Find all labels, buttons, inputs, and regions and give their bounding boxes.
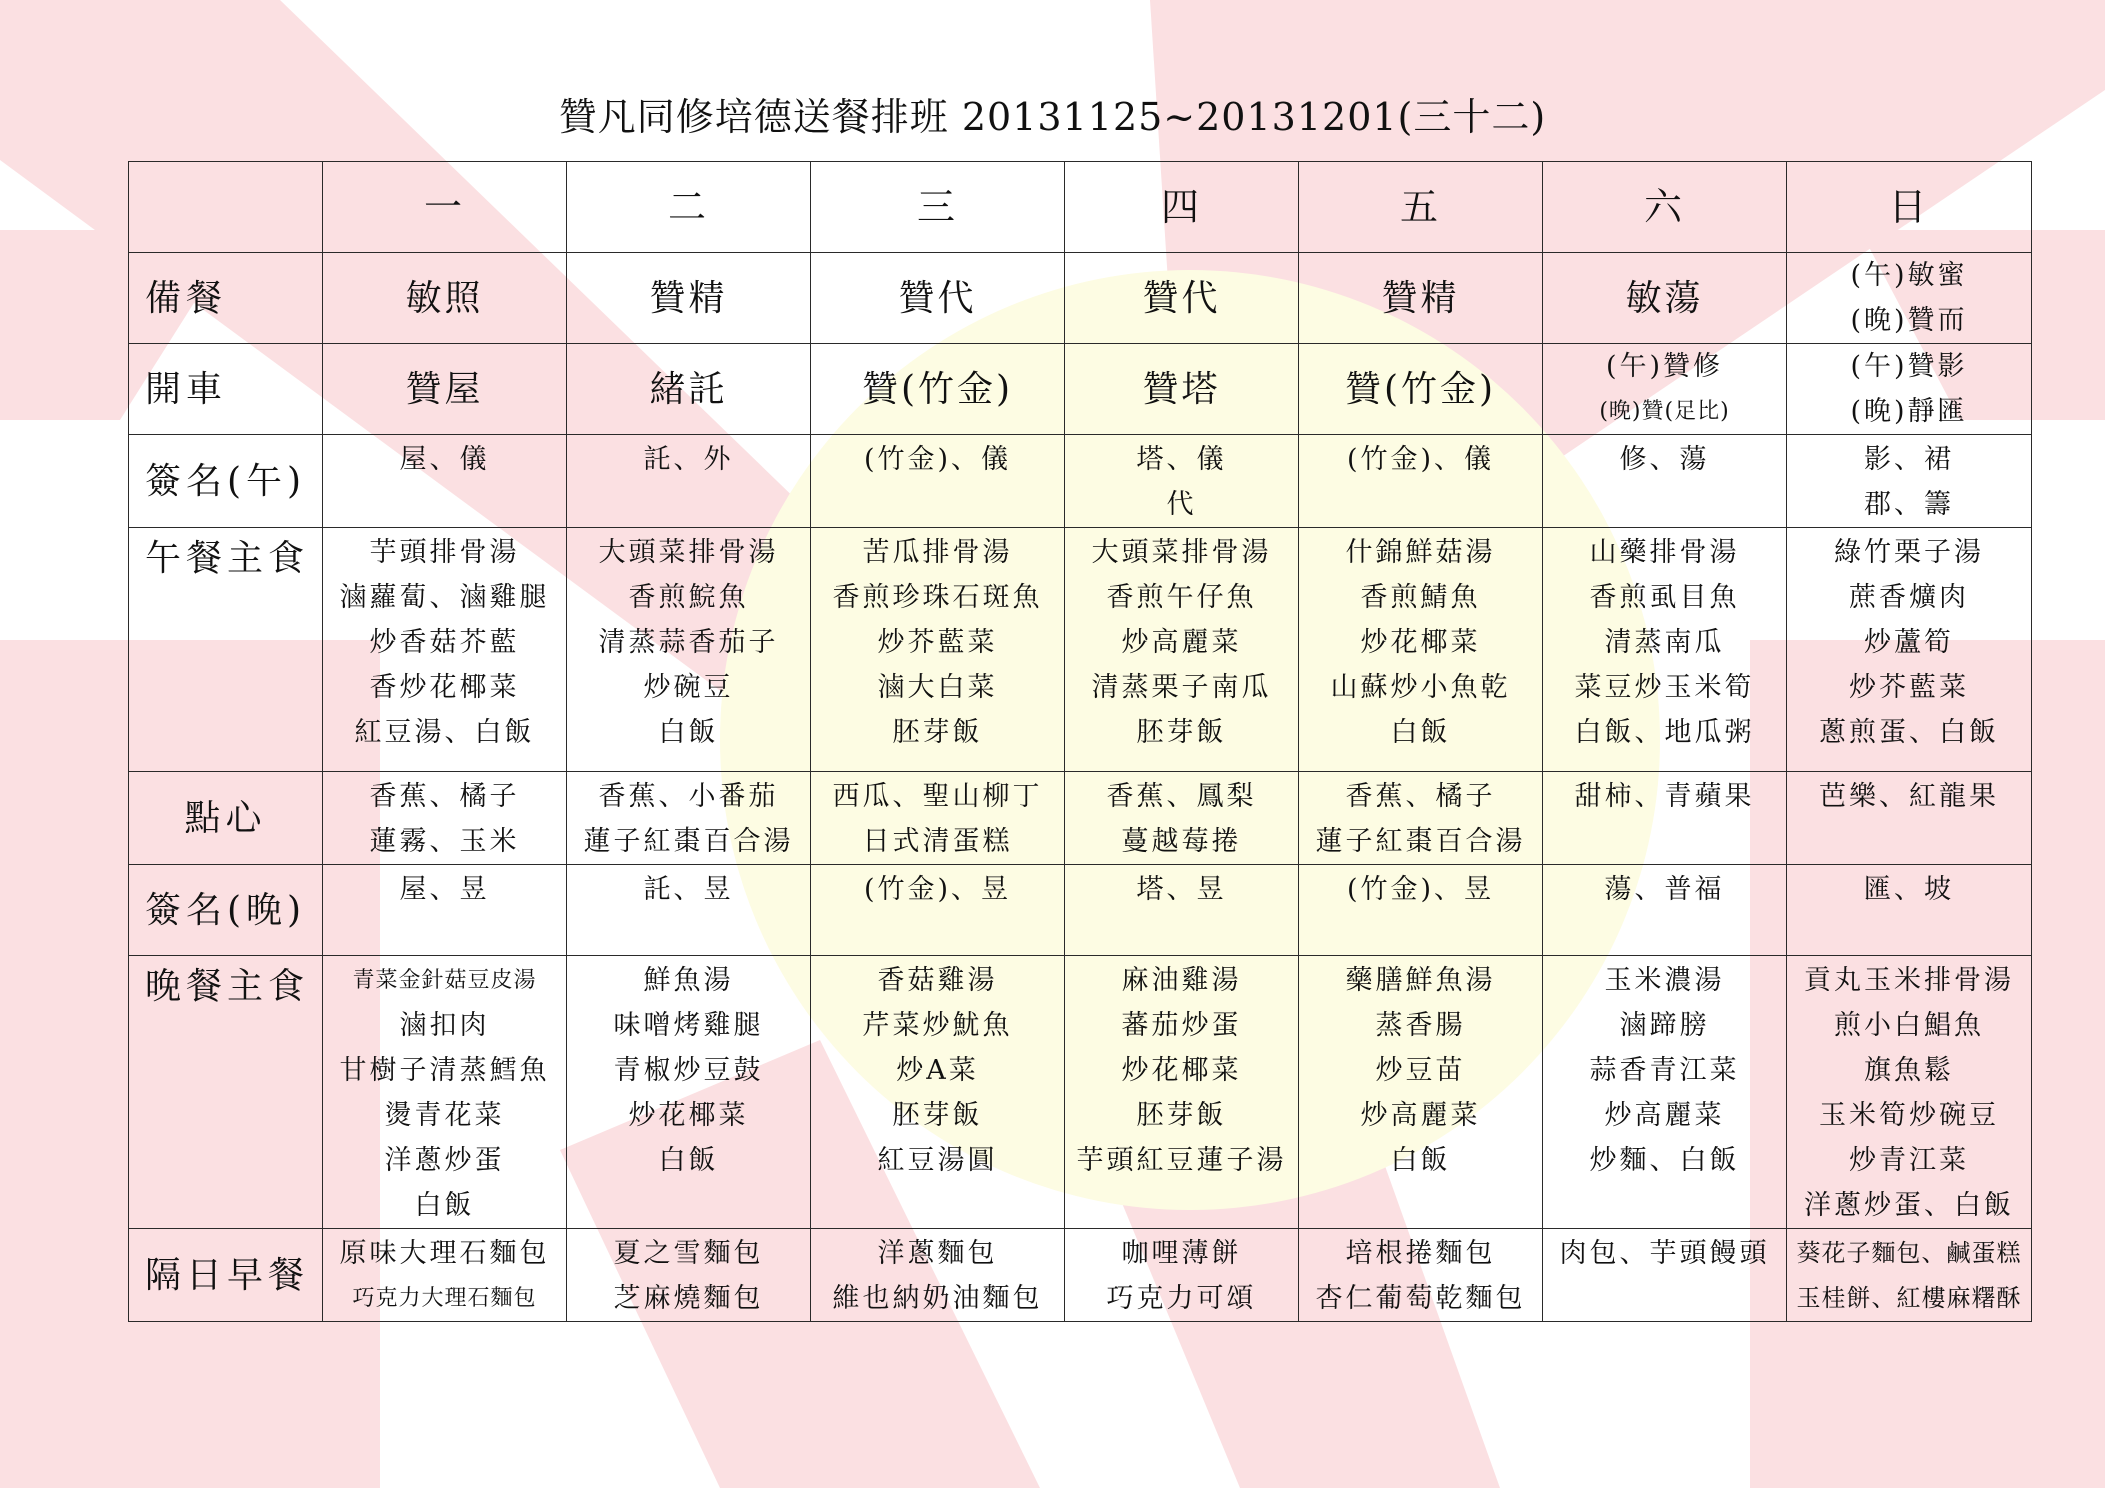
- cell-line: 贊(竹金): [1344, 368, 1497, 410]
- cell-line: 香炒花椰菜: [369, 672, 520, 703]
- cell-line: 滷蹄膀: [1619, 1010, 1710, 1041]
- cell-line: 青菜金針菇豆皮湯: [352, 968, 537, 993]
- cell-line: 夏之雪麵包: [613, 1238, 764, 1269]
- sign-noon-cell: [567, 435, 811, 528]
- cell-line: 香煎鯇魚: [628, 582, 749, 613]
- sign-night-cell: [323, 865, 567, 956]
- drive-cell: [1299, 344, 1543, 435]
- cell-line: (竹金)、儀: [1346, 444, 1495, 475]
- breakfast-cell: [1299, 1229, 1543, 1322]
- drive-cell: [1787, 344, 2032, 435]
- dinner-cell: [1787, 956, 2032, 1229]
- drive-cell: [323, 344, 567, 435]
- cell-line: 洋蔥炒蛋、白飯: [1804, 1190, 2014, 1221]
- sign-night-cell: [1787, 865, 2032, 956]
- breakfast-cell: [811, 1229, 1065, 1322]
- row-label: 開車: [129, 344, 323, 435]
- cell-line: 緒託: [649, 368, 728, 410]
- cell-line: 青椒炒豆鼓: [613, 1055, 764, 1086]
- cell-line: 香蕉、橘子: [369, 781, 520, 812]
- sign-night-cell: [1543, 865, 1787, 956]
- dinner-cell: [1065, 956, 1299, 1229]
- breakfast-cell: [1065, 1229, 1299, 1322]
- cell-line: 贊精: [649, 277, 728, 319]
- cell-line: (晚)贊(足比): [1599, 399, 1730, 424]
- cell-line: 什錦鮮菇湯: [1345, 537, 1496, 568]
- day-header: 一: [323, 162, 567, 253]
- cell-line: 山蘇炒小魚乾: [1330, 672, 1511, 703]
- cell-line: 塔、儀: [1136, 444, 1227, 475]
- cell-line: 菜豆炒玉米筍: [1574, 672, 1755, 703]
- lunch-cell: [1299, 528, 1543, 772]
- snack-cell: [811, 772, 1065, 865]
- cell-line: 屋、昱: [399, 874, 490, 905]
- cell-line: 玉米濃湯: [1604, 965, 1725, 996]
- cell-line: 修、蕩: [1619, 444, 1710, 475]
- cell-line: 西瓜、聖山柳丁: [832, 781, 1043, 812]
- cell-line: 炒芥藍菜: [1849, 672, 1969, 703]
- cell-line: 白飯: [1390, 1145, 1451, 1176]
- cell-line: 味噌烤雞腿: [613, 1010, 764, 1041]
- drive-cell: [811, 344, 1065, 435]
- sign-noon-cell: [1299, 435, 1543, 528]
- cell-line: (竹金)、儀: [863, 444, 1012, 475]
- cell-line: 炒花椰菜: [1121, 1055, 1242, 1086]
- row-label: 午餐主食: [129, 528, 323, 772]
- sign-noon-cell: [323, 435, 567, 528]
- cell-line: 炒A菜: [896, 1055, 979, 1086]
- cell-line: 贊塔: [1142, 368, 1221, 410]
- lunch-row: [129, 528, 2032, 772]
- sign-night-cell: [1299, 865, 1543, 956]
- cell-line: 匯、坡: [1864, 874, 1954, 905]
- drive-cell: [1065, 344, 1299, 435]
- lunch-cell: [567, 528, 811, 772]
- cell-line: 藥膳鮮魚湯: [1345, 965, 1496, 996]
- cell-line: 蕩、普福: [1604, 874, 1725, 905]
- cell-line: 屋、儀: [399, 444, 490, 475]
- snack-cell: [567, 772, 811, 865]
- cell-line: 敏蕩: [1625, 277, 1704, 319]
- cell-line: 蔗香爌肉: [1849, 582, 1969, 613]
- cell-line: 白飯、地瓜粥: [1574, 717, 1755, 748]
- dinner-cell: [1299, 956, 1543, 1229]
- cell-line: 郡、籌: [1864, 489, 1954, 520]
- cell-line: 香蕉、橘子: [1345, 781, 1496, 812]
- cell-line: 滷扣肉: [399, 1010, 490, 1041]
- cell-line: 白飯: [658, 717, 719, 748]
- cell-line: 炒高麗菜: [1360, 1100, 1481, 1131]
- cell-line: 咖哩薄餅: [1121, 1238, 1242, 1269]
- cell-line: (午)贊修: [1605, 351, 1724, 382]
- sign-night-cell: [567, 865, 811, 956]
- prep-cell: [1299, 253, 1543, 344]
- day-header: 五: [1299, 162, 1543, 253]
- cell-line: 芭樂、紅龍果: [1819, 781, 1999, 812]
- cell-line: (晚)贊而: [1850, 305, 1968, 336]
- prep-cell: [323, 253, 567, 344]
- cell-line: 巧克力大理石麵包: [352, 1286, 537, 1311]
- cell-line: 炒蘆筍: [1864, 627, 1954, 658]
- cell-line: 香煎鯖魚: [1360, 582, 1481, 613]
- cell-line: 敏照: [405, 277, 484, 319]
- cell-line: (竹金)、昱: [863, 874, 1012, 905]
- driver-row: [129, 344, 2032, 435]
- cell-line: (竹金)、昱: [1346, 874, 1495, 905]
- cell-line: 託、外: [643, 444, 734, 475]
- sign-noon-cell: [1065, 435, 1299, 528]
- lunch-cell: [1543, 528, 1787, 772]
- breakfast-cell: [323, 1229, 567, 1322]
- cell-line: 紅豆湯圓: [877, 1145, 998, 1176]
- cell-line: 洋蔥麵包: [877, 1238, 998, 1269]
- cell-line: 白飯: [658, 1145, 719, 1176]
- cell-line: 蒸香腸: [1375, 1010, 1466, 1041]
- day-header: 日: [1787, 162, 2032, 253]
- prep-cell: [1543, 253, 1787, 344]
- cell-line: 維也納奶油麵包: [832, 1283, 1043, 1314]
- cell-line: 巧克力可頌: [1106, 1283, 1257, 1314]
- dinner-row: [129, 956, 2032, 1229]
- row-label: 晚餐主食: [129, 956, 323, 1229]
- cell-line: 清蒸蒜香茄子: [598, 627, 779, 658]
- cell-line: 炒香菇芥藍: [369, 627, 520, 658]
- cell-line: 芋頭排骨湯: [369, 537, 520, 568]
- cell-line: 託、昱: [643, 874, 734, 905]
- sign-night-cell: [1065, 865, 1299, 956]
- cell-line: 大頭菜排骨湯: [1091, 537, 1272, 568]
- cell-line: 甘樹子清蒸鱈魚: [339, 1055, 550, 1086]
- sign-night-row: [129, 865, 2032, 956]
- sign-noon-cell: [1787, 435, 2032, 528]
- cell-line: 大頭菜排骨湯: [598, 537, 779, 568]
- cell-line: 旗魚鬆: [1864, 1055, 1954, 1086]
- cell-line: 貢丸玉米排骨湯: [1804, 965, 2014, 996]
- cell-line: 甜柿、青蘋果: [1574, 781, 1755, 812]
- cell-line: 鮮魚湯: [643, 965, 734, 996]
- breakfast-cell: [1787, 1229, 2032, 1322]
- cell-line: 炒麵、白飯: [1589, 1145, 1740, 1176]
- cell-line: 滷蘿蔔、滷雞腿: [339, 582, 550, 613]
- cell-line: 洋蔥炒蛋: [384, 1145, 505, 1176]
- row-label: 簽名(午): [129, 435, 323, 528]
- cell-line: 煎小白鯧魚: [1834, 1010, 1984, 1041]
- breakfast-cell: [1543, 1229, 1787, 1322]
- day-header: 六: [1543, 162, 1787, 253]
- cell-line: 炒高麗菜: [1604, 1100, 1725, 1131]
- cell-line: 香菇雞湯: [877, 965, 998, 996]
- cell-line: 蓮子紅棗百合湯: [1315, 826, 1526, 857]
- day-header: 四: [1065, 162, 1299, 253]
- dinner-cell: [567, 956, 811, 1229]
- cell-line: 代: [1166, 489, 1197, 520]
- cell-line: 蒜香青江菜: [1589, 1055, 1740, 1086]
- cell-line: 香蕉、小番茄: [598, 781, 779, 812]
- snack-cell: [1787, 772, 2032, 865]
- lunch-cell: [811, 528, 1065, 772]
- prep-row: [129, 253, 2032, 344]
- snack-row: [129, 772, 2032, 865]
- cell-line: 胚芽飯: [1136, 717, 1227, 748]
- prep-cell: [567, 253, 811, 344]
- cell-line: 苦瓜排骨湯: [862, 537, 1013, 568]
- drive-cell: [1543, 344, 1787, 435]
- sign-noon-cell: [1543, 435, 1787, 528]
- cell-line: 贊代: [1142, 277, 1221, 319]
- snack-cell: [1065, 772, 1299, 865]
- cell-line: (午)敏蜜: [1850, 260, 1968, 291]
- prep-cell: [1787, 253, 2032, 344]
- schedule-table: [128, 161, 2032, 1322]
- cell-line: 蓮霧、玉米: [369, 826, 520, 857]
- cell-line: 炒花椰菜: [1360, 627, 1481, 658]
- breakfast-row: [129, 1229, 2032, 1322]
- weekday-header-row: [129, 162, 2032, 253]
- dinner-cell: [1543, 956, 1787, 1229]
- row-label: 點心: [129, 772, 323, 865]
- row-label: 隔日早餐: [129, 1229, 323, 1322]
- cell-line: 炒豆苗: [1375, 1055, 1466, 1086]
- cell-line: 炒高麗菜: [1121, 627, 1242, 658]
- cell-line: 炒青江菜: [1849, 1145, 1969, 1176]
- cell-line: 滷大白菜: [877, 672, 998, 703]
- cell-line: 贊屋: [405, 368, 484, 410]
- cell-line: 紅豆湯、白飯: [354, 717, 535, 748]
- cell-line: 葵花子麵包、鹹蛋糕: [1796, 1239, 2022, 1267]
- cell-line: 玉桂餅、紅樓麻糬酥: [1796, 1284, 2022, 1312]
- cell-line: 肉包、芋頭饅頭: [1559, 1238, 1770, 1269]
- cell-line: 香煎虱目魚: [1589, 582, 1740, 613]
- breakfast-cell: [567, 1229, 811, 1322]
- cell-line: 杏仁葡萄乾麵包: [1315, 1283, 1526, 1314]
- cell-line: 原味大理石麵包: [339, 1238, 550, 1269]
- cell-line: (晚)靜匯: [1850, 396, 1968, 427]
- cell-line: 白飯: [1390, 717, 1451, 748]
- cell-line: 山藥排骨湯: [1589, 537, 1740, 568]
- day-header: 三: [811, 162, 1065, 253]
- cell-line: 清蒸栗子南瓜: [1091, 672, 1272, 703]
- cell-line: 芹菜炒魷魚: [862, 1010, 1013, 1041]
- cell-line: 香蕉、鳳梨: [1106, 781, 1257, 812]
- dinner-cell: [811, 956, 1065, 1229]
- sign-noon-row: [129, 435, 2032, 528]
- day-header: 二: [567, 162, 811, 253]
- page-title: 贊凡同修培德送餐排班 20131125~20131201(三十二): [558, 95, 1547, 139]
- sign-noon-cell: [811, 435, 1065, 528]
- cell-line: 炒芥藍菜: [877, 627, 998, 658]
- cell-line: 芝麻燒麵包: [613, 1283, 764, 1314]
- cell-line: 香煎珍珠石斑魚: [832, 582, 1043, 613]
- cell-line: 培根捲麵包: [1345, 1238, 1496, 1269]
- row-label: 簽名(晚): [129, 865, 323, 956]
- drive-cell: [567, 344, 811, 435]
- snack-cell: [1543, 772, 1787, 865]
- cell-line: 蔥煎蛋、白飯: [1819, 717, 1999, 748]
- prep-cell: [811, 253, 1065, 344]
- cell-line: 燙青花菜: [384, 1100, 505, 1131]
- lunch-cell: [1065, 528, 1299, 772]
- lunch-cell: [1787, 528, 2032, 772]
- cell-line: 蓮子紅棗百合湯: [583, 826, 794, 857]
- cell-line: 白飯: [414, 1190, 475, 1221]
- cell-line: 贊精: [1381, 277, 1460, 319]
- cell-line: (午)贊影: [1850, 351, 1968, 382]
- snack-cell: [323, 772, 567, 865]
- cell-line: 蕃茄炒蛋: [1121, 1010, 1242, 1041]
- cell-line: 清蒸南瓜: [1604, 627, 1725, 658]
- lunch-cell: [323, 528, 567, 772]
- cell-line: 芋頭紅豆蓮子湯: [1076, 1145, 1287, 1176]
- sign-night-cell: [811, 865, 1065, 956]
- cell-line: 影、裙: [1864, 444, 1954, 475]
- cell-line: 炒花椰菜: [628, 1100, 749, 1131]
- prep-cell: [1065, 253, 1299, 344]
- cell-line: 蔓越莓捲: [1121, 826, 1242, 857]
- cell-line: 香煎午仔魚: [1106, 582, 1257, 613]
- corner-cell: [129, 162, 323, 253]
- snack-cell: [1299, 772, 1543, 865]
- cell-line: 塔、昱: [1136, 874, 1227, 905]
- row-label: 備餐: [129, 253, 323, 344]
- cell-line: 綠竹栗子湯: [1834, 537, 1984, 568]
- cell-line: 贊(竹金): [861, 368, 1014, 410]
- cell-line: 炒碗豆: [643, 672, 734, 703]
- cell-line: 麻油雞湯: [1121, 965, 1242, 996]
- cell-line: 胚芽飯: [892, 717, 983, 748]
- cell-line: 胚芽飯: [1136, 1100, 1227, 1131]
- cell-line: 贊代: [898, 277, 977, 319]
- cell-line: 玉米筍炒碗豆: [1819, 1100, 1999, 1131]
- cell-line: 日式清蛋糕: [862, 826, 1013, 857]
- cell-line: 胚芽飯: [892, 1100, 983, 1131]
- dinner-cell: [323, 956, 567, 1229]
